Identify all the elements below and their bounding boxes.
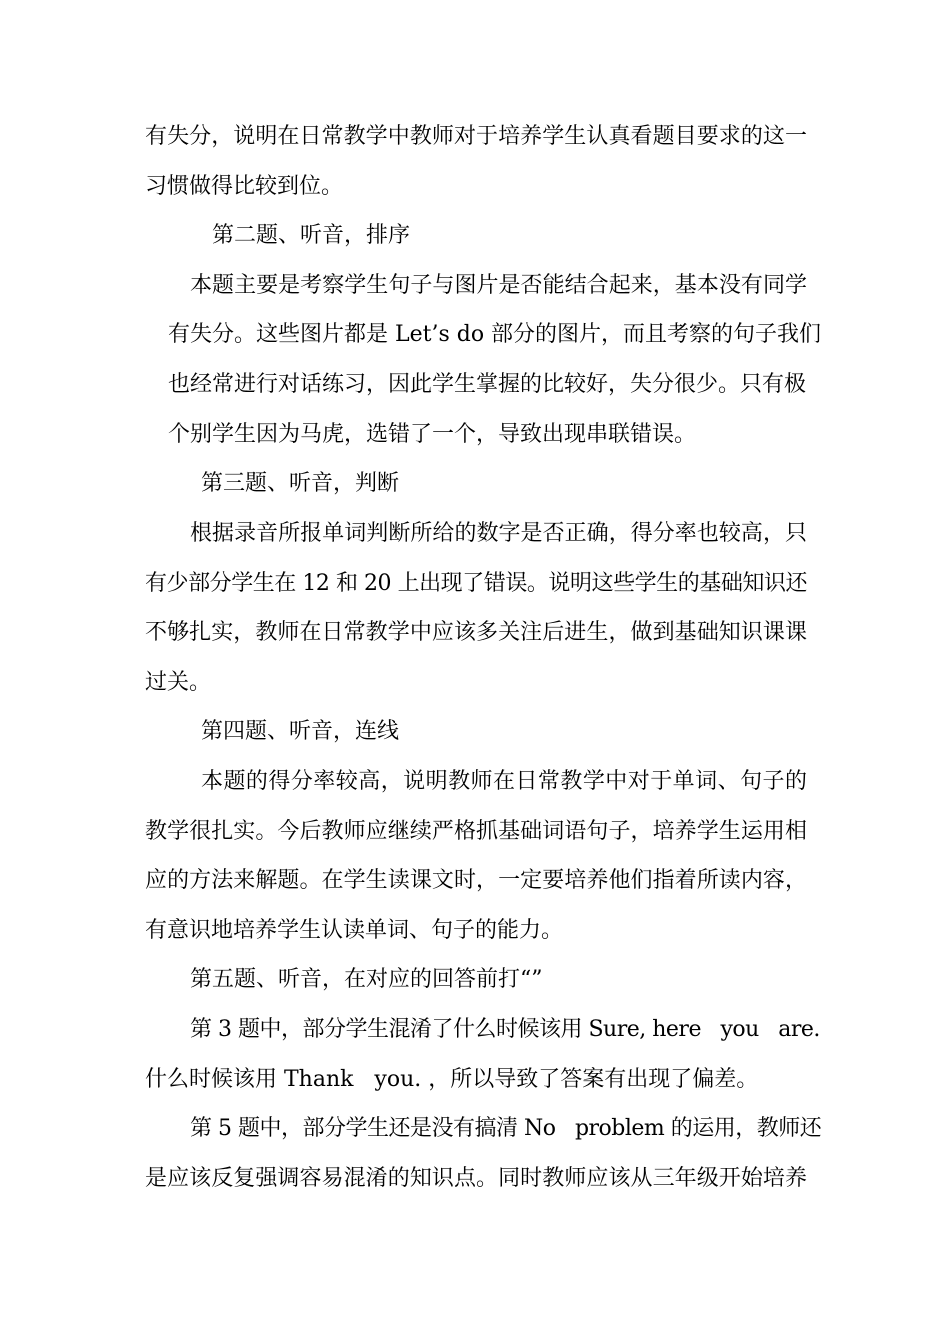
paragraph-line: 有少部分学生在 12 和 20 上出现了错误。说明这些学生的基础知识还 <box>145 571 807 596</box>
paragraph-line: 第 5 题中，部分学生还是没有搞清 No problem 的运用，教师还 <box>190 1116 822 1141</box>
paragraph-line: 有失分，说明在日常教学中教师对于培养学生认真看题目要求的这一 <box>145 124 807 149</box>
paragraph-line: 也经常进行对话练习，因此学生掌握的比较好，失分很少。只有极 <box>168 372 807 397</box>
paragraph-line: 第 3 题中，部分学生混淆了什么时候该用 Sure, here you are. <box>190 1017 820 1042</box>
paragraph-line: 本题的得分率较高，说明教师在日常教学中对于单词、句子的 <box>201 769 807 794</box>
paragraph-line: 应的方法来解题。在学生读课文时，一定要培养他们指着所读内容， <box>145 868 807 893</box>
paragraph-line: 教学很扎实。今后教师应继续严格抓基础词语句子，培养学生运用相 <box>145 819 807 844</box>
paragraph-line: 本题主要是考察学生句子与图片是否能结合起来，基本没有同学 <box>190 273 807 298</box>
paragraph-line: 有意识地培养学生认读单词、句子的能力。 <box>145 918 564 943</box>
paragraph-line: 有失分。这些图片都是 Let’s do 部分的图片，而且考察的句子我们 <box>168 322 822 347</box>
paragraph-line: 不够扎实，教师在日常教学中应该多关注后进生，做到基础知识课课 <box>145 620 807 645</box>
paragraph-line: 习惯做得比较到位。 <box>145 174 344 199</box>
paragraph-line: 是应该反复强调容易混淆的知识点。同时教师应该从三年级开始培养 <box>145 1166 807 1191</box>
paragraph-line: 根据录音所报单词判断所给的数字是否正确，得分率也较高，只 <box>190 521 807 546</box>
section-heading: 第二题、听音，排序 <box>212 223 411 248</box>
paragraph-line: 个别学生因为马虎，选错了一个，导致出现串联错误。 <box>168 422 697 447</box>
paragraph-line: 过关。 <box>145 670 212 695</box>
section-heading: 第三题、听音，判断 <box>201 471 400 496</box>
paragraph-line: 什么时候该用 Thank you. ，所以导致了答案有出现了偏差。 <box>145 1067 759 1092</box>
section-heading: 第四题、听音，连线 <box>201 719 400 744</box>
section-heading: 第五题、听音，在对应的回答前打“” <box>190 967 543 992</box>
